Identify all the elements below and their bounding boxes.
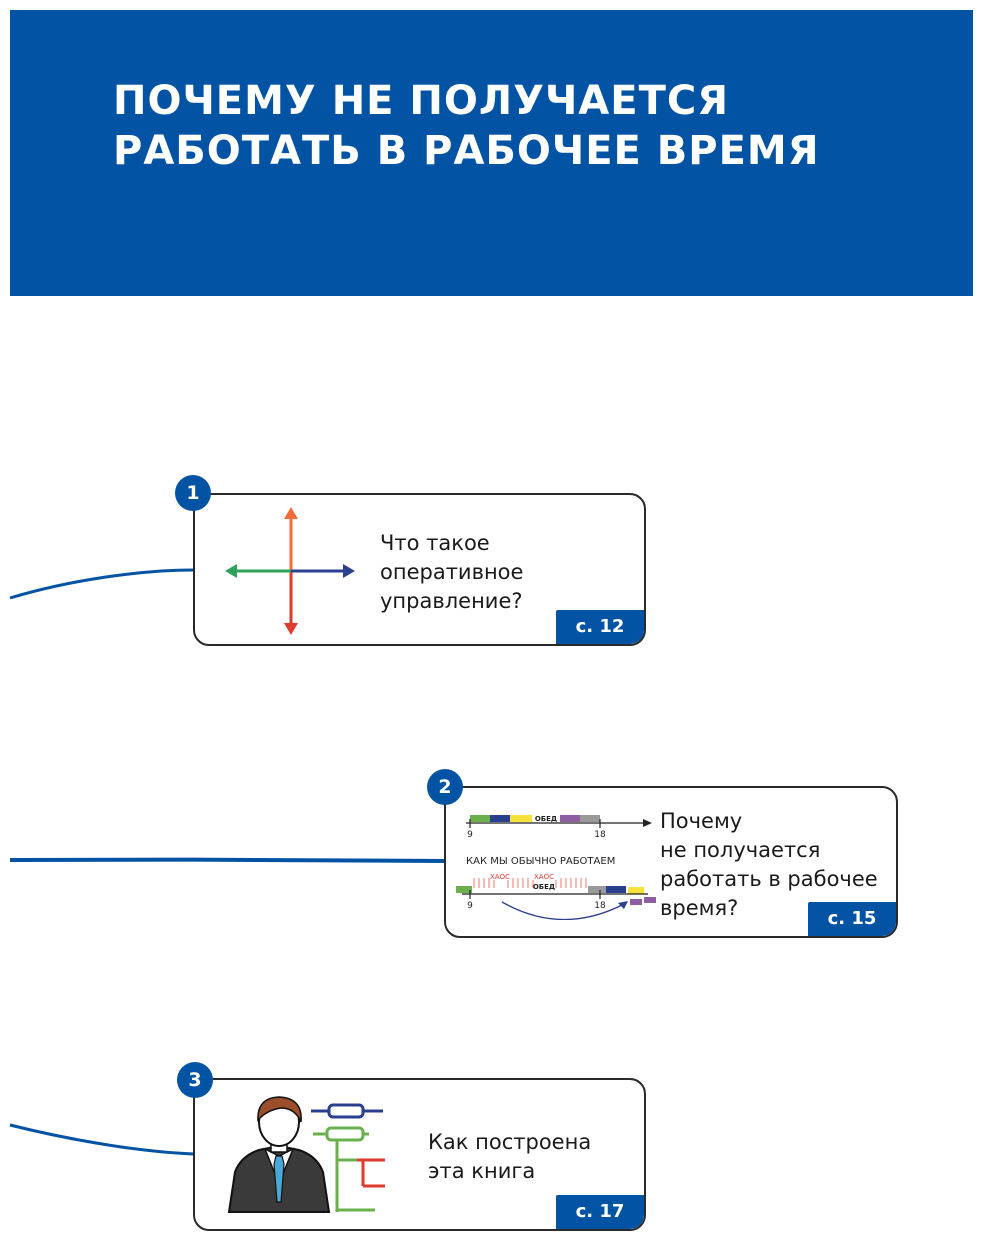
header-banner xyxy=(10,10,973,296)
page-ref-badge[interactable]: с. 15 xyxy=(808,902,896,936)
toc-card-1[interactable] xyxy=(193,493,646,646)
toc-card-text: Почему не получается работать в рабочее время? xyxy=(660,809,878,920)
page-title: ПОЧЕМУ НЕ ПОЛУЧАЕТСЯ РАБОТАТЬ В РАБОЧЕЕ ВРЕМЯ xyxy=(113,78,820,174)
toc-card-text: Что такое оперативное управление? xyxy=(380,531,524,613)
toc-card-2[interactable] xyxy=(444,786,898,938)
start-hour-label-top: 9 xyxy=(467,830,473,840)
page-ref-badge[interactable]: с. 17 xyxy=(556,1195,644,1229)
workday-timeline-icon xyxy=(452,810,662,920)
businessman-structure-icon xyxy=(225,1094,395,1216)
end-hour-label-bottom: 18 xyxy=(594,901,606,911)
connector-line-3 xyxy=(10,1125,194,1154)
end-hour-label-top: 18 xyxy=(594,830,606,840)
toc-card-3[interactable] xyxy=(193,1078,646,1231)
item-number-badge-3: 3 xyxy=(177,1062,213,1098)
lunch-label-bottom: ОБЕД xyxy=(532,883,556,891)
four-arrows-cross-icon xyxy=(219,501,359,639)
connector-line-2 xyxy=(10,860,446,861)
item-number-badge-1: 1 xyxy=(175,475,211,511)
connector-line-1 xyxy=(10,570,194,598)
chaos-label-right: ХАОС xyxy=(534,873,554,881)
workday-caption: КАК МЫ ОБЫЧНО РАБОТАЕМ xyxy=(466,856,616,867)
page-ref-badge[interactable]: с. 12 xyxy=(556,610,644,644)
start-hour-label-bottom: 9 xyxy=(467,901,473,911)
item-number-badge-2: 2 xyxy=(427,769,463,805)
chaos-label-left: ХАОС xyxy=(490,873,510,881)
lunch-label-top: ОБЕД xyxy=(534,815,558,823)
toc-card-text: Как построена эта книга xyxy=(428,1130,592,1183)
